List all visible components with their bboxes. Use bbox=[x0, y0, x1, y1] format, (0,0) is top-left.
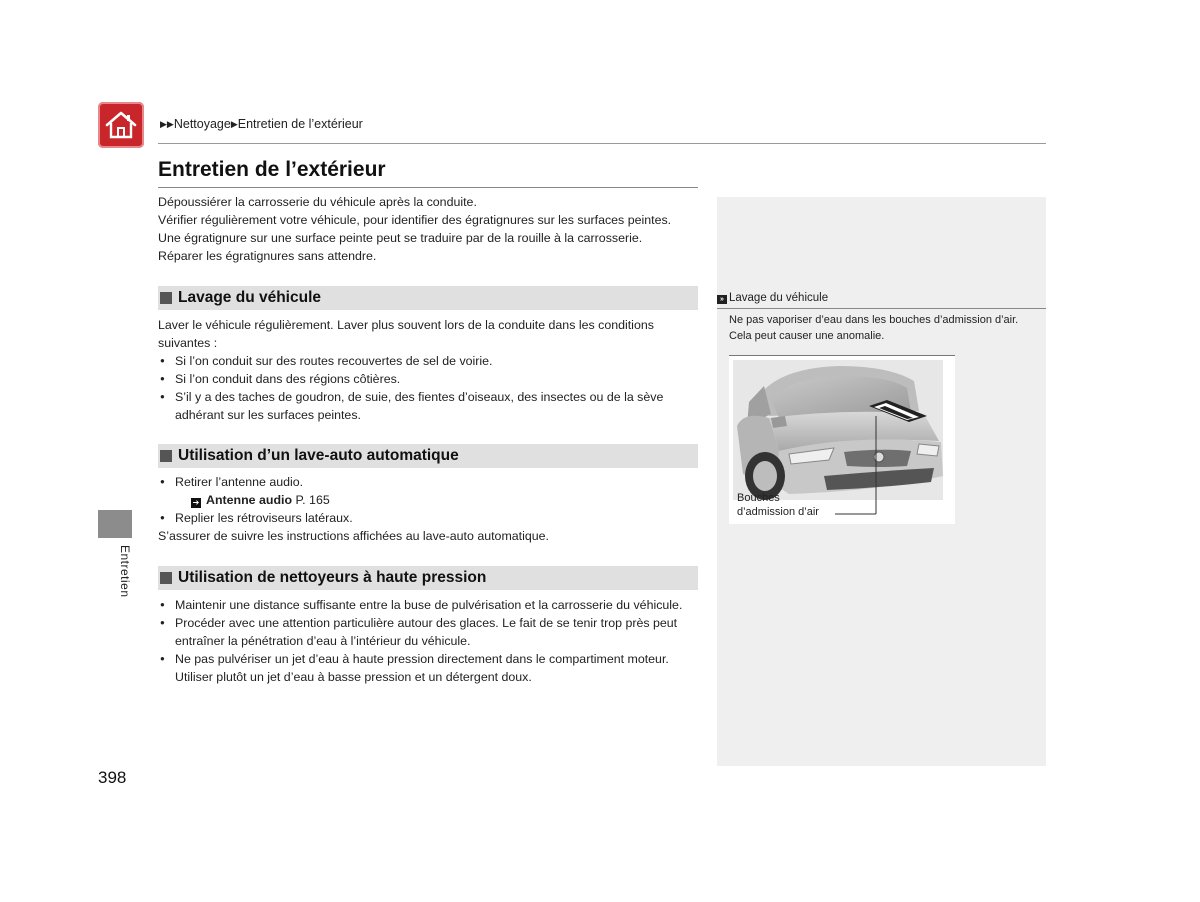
intro-line: Réparer les égratignures sans attendre. bbox=[158, 249, 377, 263]
list-item: ● S’il y a des taches de goudron, de suie, des fientes d’oiseaux, des insectes ou de la sève adhérant sur les surfaces peintes. bbox=[158, 388, 688, 424]
bullet-list bbox=[158, 509, 703, 527]
intro-line: Une égratignure sur une surface peinte peut se traduire par de la rouille à la carrosserie. bbox=[158, 231, 643, 245]
header-divider bbox=[158, 143, 1046, 144]
section-header-pressure bbox=[158, 566, 698, 590]
chapter-label: Entretien bbox=[118, 545, 132, 598]
list-item: ● Si l’on conduit dans des régions côtières. bbox=[158, 370, 688, 388]
list-item: ● Replier les rétroviseurs latéraux. bbox=[158, 509, 703, 527]
bullet-list bbox=[158, 473, 703, 491]
note-marker-icon: » bbox=[717, 295, 727, 304]
section-header-washing bbox=[158, 286, 698, 310]
list-item: ● Procéder avec une attention particulière autour des glaces. Le fait de se tenir trop près peut entraîner la pénétration d’eau à l’intérieur du véhicule. bbox=[158, 614, 703, 650]
section-header-carwash bbox=[158, 444, 698, 468]
reference-label[interactable]: Antenne audio bbox=[206, 493, 293, 507]
reference-page[interactable]: P. 165 bbox=[295, 493, 330, 507]
section-square-icon bbox=[160, 450, 172, 462]
list-item: ● Ne pas pulvériser un jet d’eau à haute pression directement dans le compartiment moteur. Utiliser plutôt un jet d’eau à basse pression et un détergent doux. bbox=[158, 650, 703, 686]
page-number: 398 bbox=[98, 768, 127, 787]
list-item: ● Si l’on conduit sur des routes recouvertes de sel de voirie. bbox=[158, 352, 688, 370]
note-divider bbox=[717, 308, 1046, 309]
note-heading bbox=[717, 292, 1046, 304]
chapter-tab[interactable] bbox=[98, 510, 132, 538]
note-line: Cela peut causer une anomalie. bbox=[729, 330, 885, 342]
section-title: Utilisation de nettoyeurs à haute pression bbox=[178, 569, 487, 586]
section-body-pressure bbox=[158, 596, 703, 686]
list-item: ● Maintenir une distance suffisante entre la buse de pulvérisation et la carrosserie du véhicule. bbox=[158, 596, 703, 614]
house-glyph bbox=[104, 110, 138, 140]
title-divider bbox=[158, 187, 698, 188]
breadcrumb bbox=[160, 117, 363, 131]
bullet-list bbox=[158, 352, 688, 424]
section-title: Utilisation d’un lave-auto automatique bbox=[178, 447, 459, 464]
section-closing: S’assurer de suivre les instructions affichées au lave-auto automatique. bbox=[158, 529, 549, 543]
breadcrumb-arrow-icon: ▶▶ bbox=[160, 119, 174, 129]
intro-line: Dépoussiérer la carrosserie du véhicule après la conduite. bbox=[158, 195, 477, 209]
section-title: Lavage du véhicule bbox=[178, 289, 321, 306]
section-intro: Laver le véhicule régulièrement. Laver plus souvent lors de la conduite dans les conditions suivantes : bbox=[158, 318, 654, 350]
figure-label-line: d’admission d’air bbox=[737, 506, 819, 518]
breadcrumb-item-current[interactable]: Entretien de l’extérieur bbox=[237, 117, 363, 131]
home-icon[interactable] bbox=[98, 102, 144, 148]
page-title: Entretien de l’extérieur bbox=[158, 158, 386, 181]
breadcrumb-item-cleaning[interactable]: Nettoyage bbox=[173, 117, 231, 131]
section-body-washing bbox=[158, 316, 688, 424]
note-line: Ne pas vaporiser d’eau dans les bouches d’admission d’air. bbox=[729, 314, 1019, 326]
breadcrumb-arrow-icon: ▶ bbox=[230, 119, 238, 129]
section-square-icon bbox=[160, 292, 172, 304]
section-body-carwash bbox=[158, 473, 703, 545]
intro-line: Vérifier régulièrement votre véhicule, pour identifier des égratignures sur les surfaces peintes. bbox=[158, 213, 672, 227]
figure-callout bbox=[737, 491, 819, 519]
list-item: ● Retirer l’antenne audio. bbox=[158, 473, 703, 491]
bullet-list bbox=[158, 596, 703, 686]
cross-reference[interactable] bbox=[158, 491, 703, 509]
intro-paragraph bbox=[158, 193, 703, 265]
note-heading-text: Lavage du véhicule bbox=[729, 292, 829, 304]
reference-arrow-icon: ➔ bbox=[192, 498, 200, 507]
figure-label-line: Bouches bbox=[737, 492, 780, 504]
note-body bbox=[729, 312, 1039, 344]
section-square-icon bbox=[160, 572, 172, 584]
